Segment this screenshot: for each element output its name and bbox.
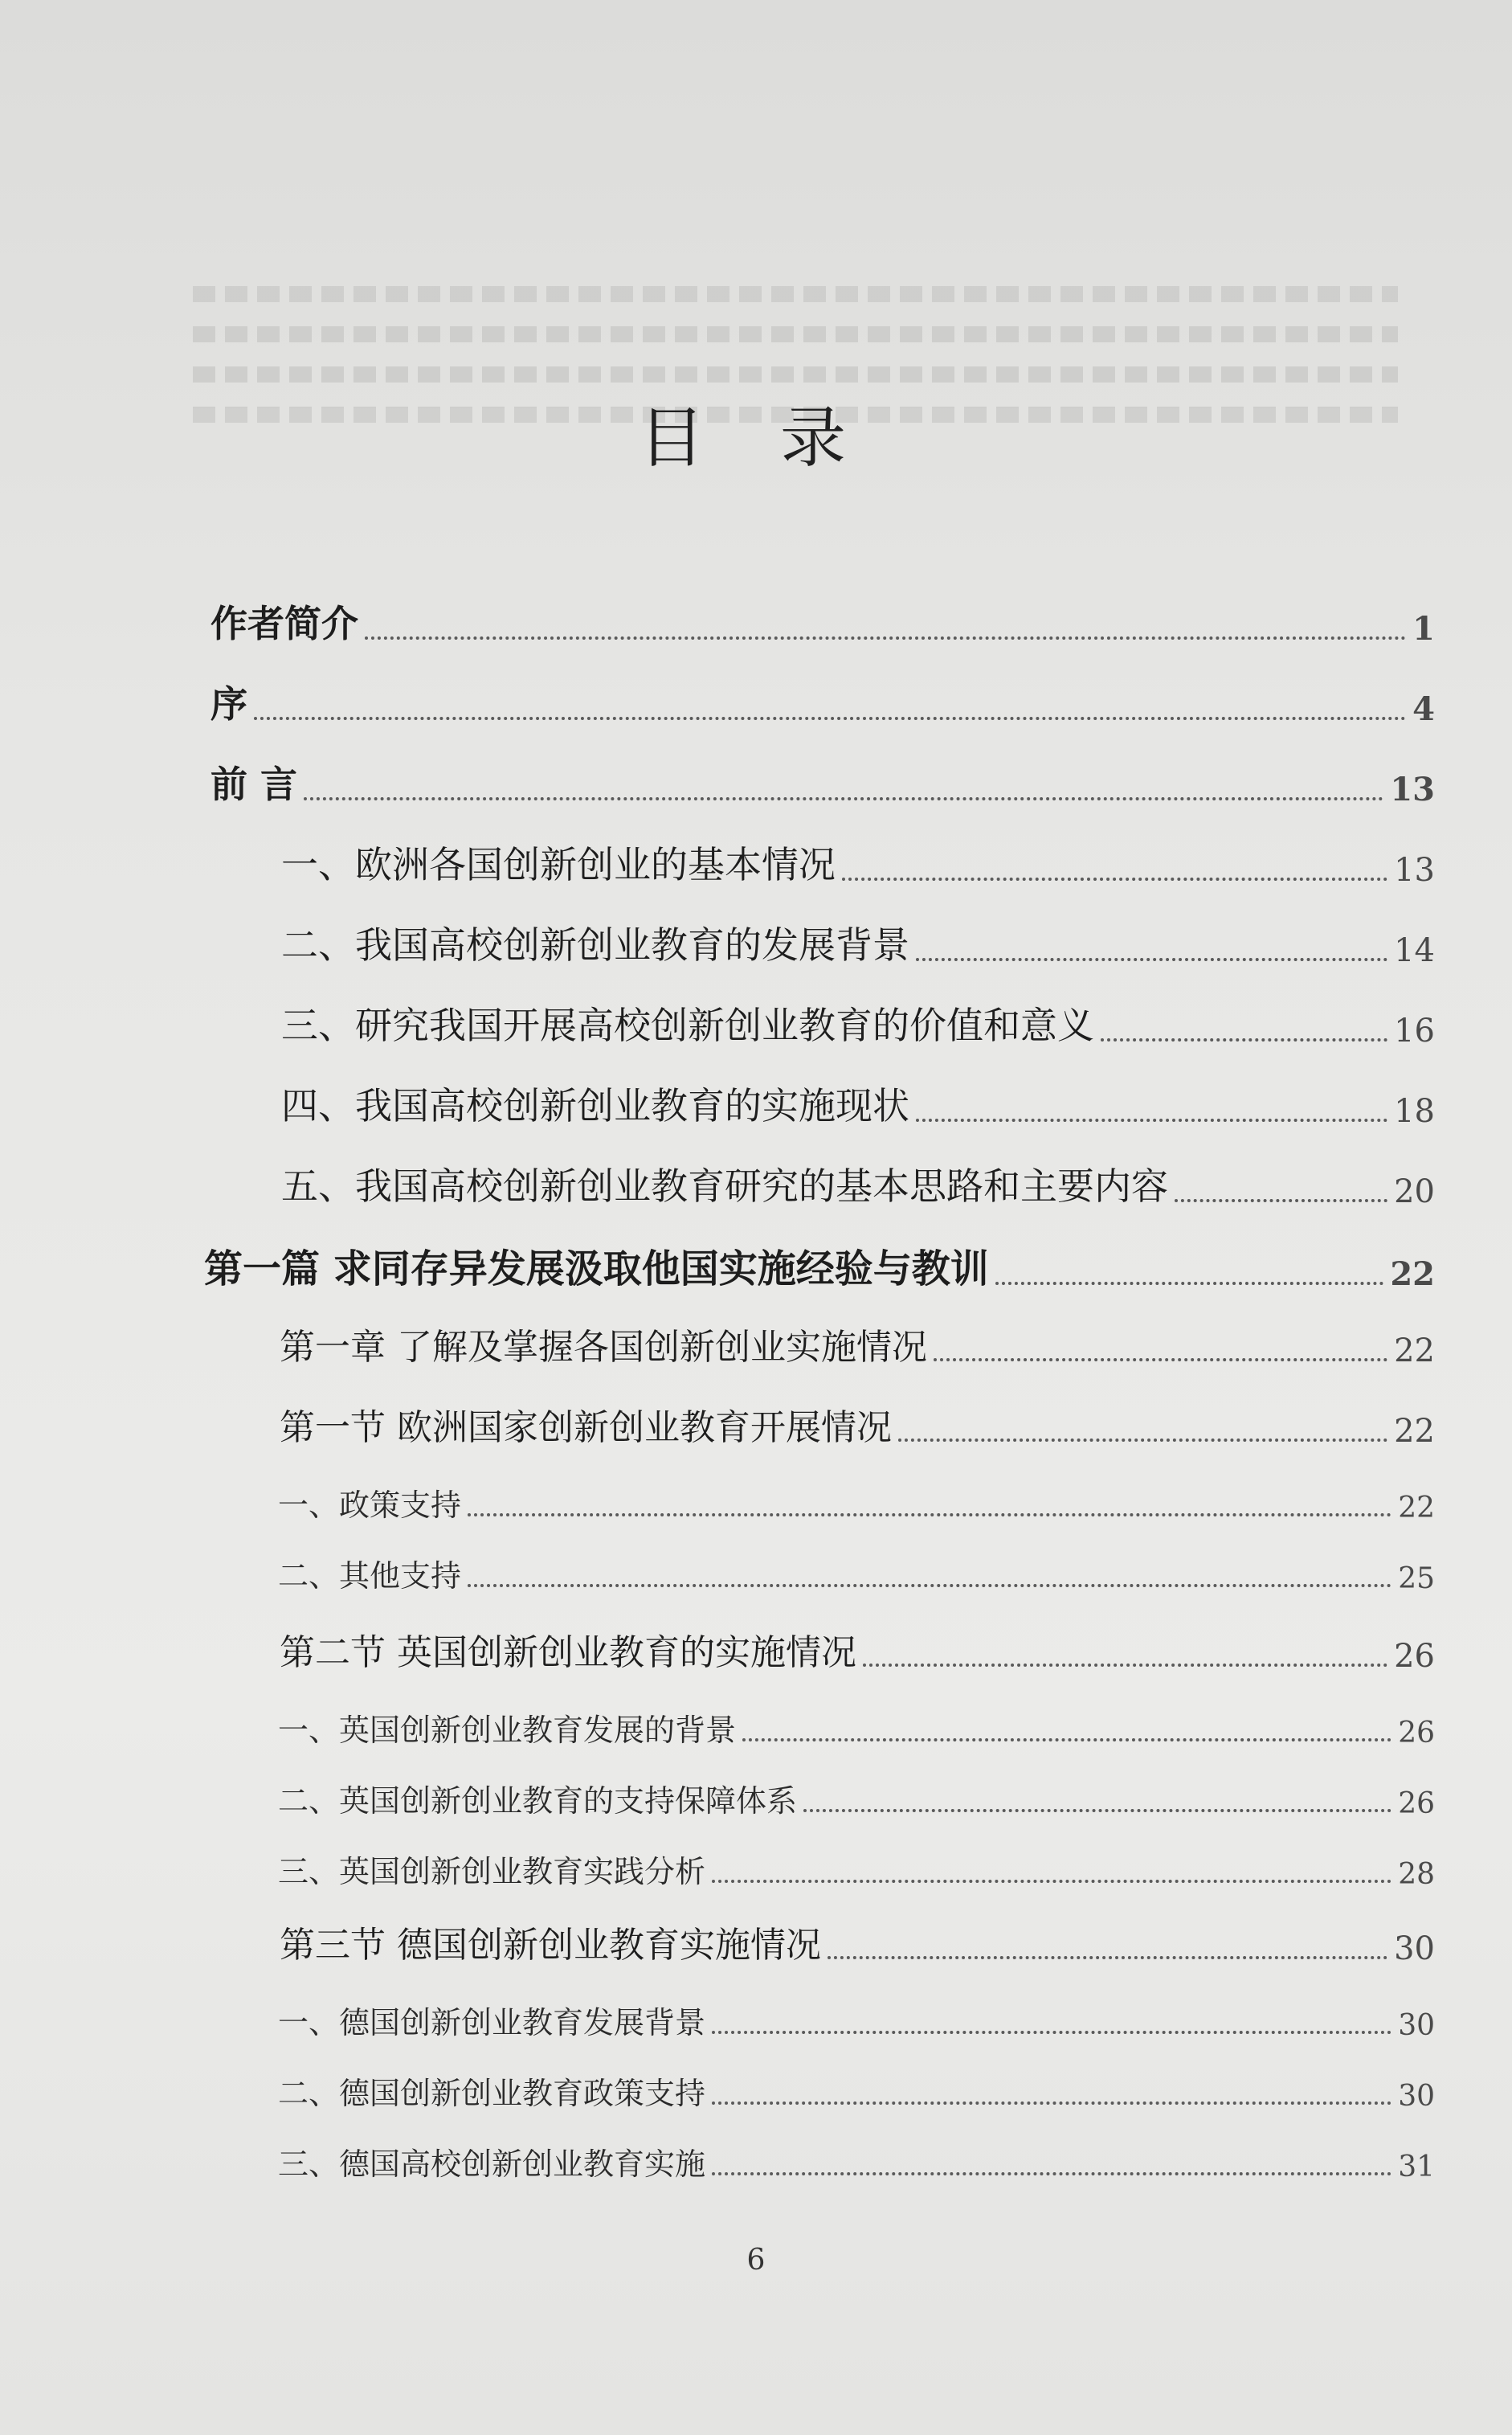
- toc-entry-label: 二、英国创新创业教育的支持保障体系: [278, 1783, 798, 1819]
- dot-leader: [828, 1956, 1387, 1959]
- toc-entry-label: 二、德国创新创业教育政策支持: [278, 2076, 706, 2111]
- toc-entry[interactable]: [278, 1480, 1435, 1524]
- dot-leader: [712, 2031, 1391, 2034]
- toc-entry[interactable]: [278, 1705, 1435, 1750]
- toc-page-number: 20: [1394, 1173, 1435, 1210]
- dot-leader: [254, 717, 1406, 720]
- toc-entry[interactable]: [281, 836, 1435, 889]
- toc-entry[interactable]: [281, 997, 1435, 1050]
- toc-page-number: 16: [1394, 1013, 1435, 1050]
- dot-leader: [468, 1584, 1391, 1587]
- toc-page-number: 22: [1390, 1255, 1435, 1293]
- toc-entry-label: 一、英国创新创业教育发展的背景: [278, 1713, 737, 1748]
- dot-leader: [916, 958, 1387, 961]
- dot-leader: [365, 636, 1406, 640]
- toc-entry[interactable]: [278, 1776, 1435, 1820]
- toc-page-number: 13: [1394, 852, 1435, 889]
- dot-leader: [934, 1358, 1387, 1361]
- toc-entry[interactable]: [278, 1847, 1435, 1891]
- toc-entry[interactable]: [204, 1238, 1435, 1293]
- toc-entry[interactable]: [278, 1551, 1435, 1595]
- dot-leader: [916, 1119, 1387, 1122]
- toc-page-number: 22: [1394, 1413, 1435, 1450]
- toc-entry[interactable]: [281, 1157, 1435, 1210]
- dot-leader: [863, 1664, 1387, 1667]
- dot-leader: [898, 1438, 1387, 1442]
- toc-entry-label: 五、我国高校创新创业教育研究的基本思路和主要内容: [281, 1164, 1168, 1208]
- toc-entry-label: 三、研究我国开展高校创新创业教育的价值和意义: [281, 1004, 1094, 1047]
- toc-entry-label: 第一章 了解及掌握各国创新创业实施情况: [280, 1327, 927, 1368]
- toc-entry-label: 第一节 欧洲国家创新创业教育开展情况: [280, 1407, 892, 1448]
- toc-page-number: 31: [1398, 2151, 1435, 2183]
- toc-page-number: 13: [1390, 771, 1435, 808]
- toc-page-number: 22: [1398, 1492, 1435, 1524]
- toc-entry-label: 二、我国高校创新创业教育的发展背景: [281, 923, 909, 967]
- toc-entry-label: 二、其他支持: [278, 1558, 462, 1594]
- toc-entry[interactable]: [210, 675, 1435, 728]
- page-title: 目 录: [638, 400, 874, 477]
- page-number-footer: 6: [746, 2244, 766, 2277]
- dot-leader: [995, 1282, 1384, 1285]
- dot-leader: [712, 2101, 1391, 2105]
- toc-entry-label: 一、德国创新创业教育发展背景: [278, 2005, 706, 2040]
- toc-entry[interactable]: [280, 1623, 1435, 1675]
- toc-entry[interactable]: [210, 755, 1435, 808]
- toc-page-number: 28: [1398, 1858, 1435, 1891]
- toc-entry[interactable]: [278, 2139, 1435, 2183]
- toc-page-number: 4: [1412, 690, 1435, 728]
- dot-leader: [1175, 1199, 1387, 1202]
- toc-page-number: 26: [1398, 1787, 1435, 1820]
- toc-entry-label: 四、我国高校创新创业教育的实施现状: [281, 1084, 909, 1127]
- toc-page-number: 22: [1394, 1332, 1435, 1369]
- dot-leader: [712, 2172, 1391, 2175]
- dot-leader: [712, 1880, 1391, 1883]
- toc-entry-label: 序: [210, 682, 247, 726]
- toc-entry[interactable]: [280, 1398, 1435, 1450]
- dot-leader: [304, 797, 1383, 800]
- toc-entry-label: 作者简介: [210, 602, 358, 645]
- toc-page-number: 30: [1398, 2080, 1435, 2113]
- toc-entry-label: 第一篇 求同存异发展汲取他国实施经验与教训: [204, 1246, 989, 1291]
- toc-entry-label: 三、德国高校创新创业教育实施: [278, 2146, 706, 2182]
- toc-entry[interactable]: [281, 1077, 1435, 1130]
- dot-leader: [842, 878, 1387, 881]
- toc-entry-label: 一、政策支持: [278, 1488, 462, 1523]
- toc-page-number: 30: [1398, 2009, 1435, 2042]
- dot-leader: [803, 1809, 1391, 1812]
- toc-page-number: 18: [1394, 1093, 1435, 1130]
- toc-entry[interactable]: [278, 2069, 1435, 2113]
- toc-entry-label: 三、英国创新创业教育实践分析: [278, 1854, 706, 1889]
- dot-leader: [742, 1738, 1391, 1741]
- toc-entry[interactable]: [278, 1998, 1435, 2042]
- toc-entry[interactable]: [281, 916, 1435, 969]
- toc-page-number: 30: [1394, 1930, 1435, 1967]
- toc-page-number: 14: [1394, 932, 1435, 969]
- toc-entry[interactable]: [210, 595, 1435, 648]
- toc-entry-label: 第三节 德国创新创业教育实施情况: [280, 1925, 821, 1966]
- dot-leader: [468, 1513, 1391, 1516]
- toc-entry-label: 一、欧洲各国创新创业的基本情况: [281, 843, 836, 886]
- toc-page-number: 26: [1394, 1638, 1435, 1675]
- toc-entry[interactable]: [280, 1916, 1435, 1967]
- toc-page-number: 25: [1398, 1562, 1435, 1595]
- toc-entry[interactable]: [280, 1318, 1435, 1369]
- toc-entry-label: 前 言: [210, 763, 298, 806]
- toc-entry-label: 第二节 英国创新创业教育的实施情况: [280, 1632, 856, 1673]
- toc-page-number: 26: [1398, 1717, 1435, 1750]
- dot-leader: [1101, 1038, 1387, 1042]
- toc-page-number: 1: [1412, 610, 1435, 648]
